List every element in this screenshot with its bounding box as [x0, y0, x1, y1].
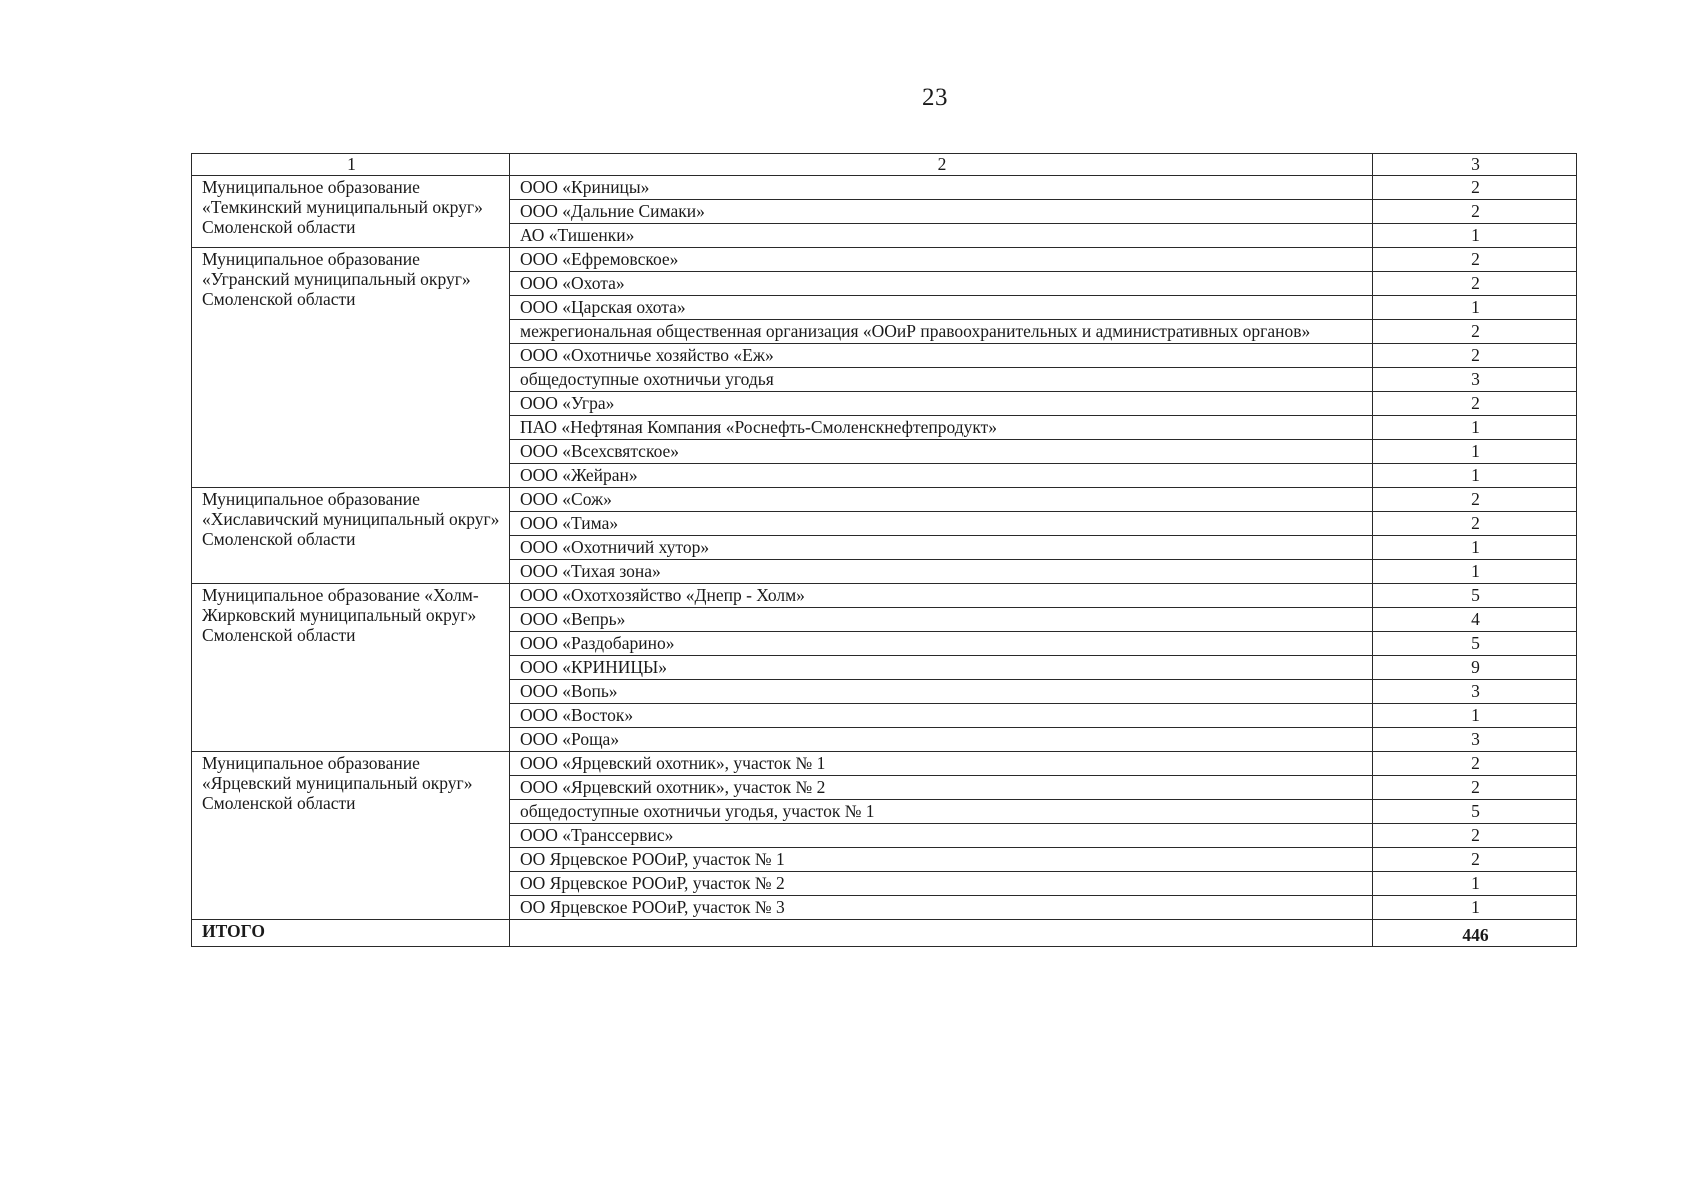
- hunting-grounds-table: [191, 153, 1577, 947]
- organization-cell: общедоступные охотничьи угодья, участок № 1: [510, 800, 1373, 824]
- count-cell: 2: [1373, 272, 1577, 296]
- count-cell: 2: [1373, 248, 1577, 272]
- count-cell: 5: [1373, 584, 1577, 608]
- count-cell: 1: [1373, 704, 1577, 728]
- organization-cell: ООО «Дальние Симаки»: [510, 200, 1373, 224]
- municipality-cell: Муниципальное образование «Хиславичский муниципальный округ» Смоленской области: [192, 488, 510, 584]
- organization-cell: ООО «Транссервис»: [510, 824, 1373, 848]
- organization-cell: ООО «Тима»: [510, 512, 1373, 536]
- organization-cell: ООО «Всехсвятское»: [510, 440, 1373, 464]
- count-cell: 5: [1373, 800, 1577, 824]
- table-row: [192, 584, 1577, 608]
- municipality-cell: Муниципальное образование «Угранский муниципальный округ» Смоленской области: [192, 248, 510, 488]
- organization-cell: ПАО «Нефтяная Компания «Роснефть-Смоленскнефтепродукт»: [510, 416, 1373, 440]
- organization-cell: ОО Ярцевское РООиР, участок № 1: [510, 848, 1373, 872]
- municipality-cell: Муниципальное образование «Холм-Жирковский муниципальный округ» Смоленской области: [192, 584, 510, 752]
- organization-cell: межрегиональная общественная организация «ООиР правоохранительных и административных органов»: [510, 320, 1373, 344]
- count-cell: 5: [1373, 632, 1577, 656]
- organization-cell: ОО Ярцевское РООиР, участок № 2: [510, 872, 1373, 896]
- column-header-1: 1: [192, 154, 510, 176]
- municipality-cell: Муниципальное образование «Ярцевский муниципальный округ» Смоленской области: [192, 752, 510, 920]
- organization-cell: ООО «Ярцевский охотник», участок № 2: [510, 776, 1373, 800]
- count-cell: 1: [1373, 224, 1577, 248]
- organization-cell: общедоступные охотничьи угодья: [510, 368, 1373, 392]
- count-cell: 1: [1373, 560, 1577, 584]
- count-cell: 2: [1373, 776, 1577, 800]
- organization-cell: ООО «Охотничье хозяйство «Еж»: [510, 344, 1373, 368]
- organization-cell: ООО «Ярцевский охотник», участок № 1: [510, 752, 1373, 776]
- organization-cell: ООО «Криницы»: [510, 176, 1373, 200]
- organization-cell: ООО «Вопь»: [510, 680, 1373, 704]
- count-cell: 2: [1373, 848, 1577, 872]
- organization-cell: ООО «Роща»: [510, 728, 1373, 752]
- table-row: [192, 488, 1577, 512]
- count-cell: 3: [1373, 680, 1577, 704]
- count-cell: 2: [1373, 752, 1577, 776]
- organization-cell: ООО «Охотничий хутор»: [510, 536, 1373, 560]
- count-cell: 1: [1373, 872, 1577, 896]
- organization-cell: ООО «Охота»: [510, 272, 1373, 296]
- table-row: [192, 248, 1577, 272]
- organization-cell: ООО «Угра»: [510, 392, 1373, 416]
- count-cell: 2: [1373, 176, 1577, 200]
- page-number: 23: [922, 84, 948, 111]
- count-cell: 1: [1373, 896, 1577, 920]
- count-cell: 2: [1373, 488, 1577, 512]
- total-count-cell: 446: [1373, 920, 1577, 947]
- organization-cell: АО «Тишенки»: [510, 224, 1373, 248]
- organization-cell: ОО Ярцевское РООиР, участок № 3: [510, 896, 1373, 920]
- organization-cell: ООО «Ефремовское»: [510, 248, 1373, 272]
- total-organization-cell: [510, 920, 1373, 947]
- count-cell: 1: [1373, 464, 1577, 488]
- count-cell: 1: [1373, 416, 1577, 440]
- count-cell: 4: [1373, 608, 1577, 632]
- table-row: [192, 176, 1577, 200]
- organization-cell: ООО «Жейран»: [510, 464, 1373, 488]
- count-cell: 2: [1373, 392, 1577, 416]
- count-cell: 1: [1373, 440, 1577, 464]
- count-cell: 2: [1373, 344, 1577, 368]
- organization-cell: ООО «Тихая зона»: [510, 560, 1373, 584]
- count-cell: 3: [1373, 368, 1577, 392]
- organization-cell: ООО «Раздобарино»: [510, 632, 1373, 656]
- table-body: [192, 154, 1577, 947]
- column-header-2: 2: [510, 154, 1373, 176]
- organization-cell: ООО «Царская охота»: [510, 296, 1373, 320]
- count-cell: 2: [1373, 320, 1577, 344]
- organization-cell: ООО «Сож»: [510, 488, 1373, 512]
- organization-cell: ООО «Охотхозяйство «Днепр - Холм»: [510, 584, 1373, 608]
- count-cell: 9: [1373, 656, 1577, 680]
- organization-cell: ООО «Вепрь»: [510, 608, 1373, 632]
- column-header-3: 3: [1373, 154, 1577, 176]
- total-row: [192, 920, 1577, 947]
- total-label-cell: ИТОГО: [192, 920, 510, 947]
- municipality-cell: Муниципальное образование «Темкинский муниципальный округ» Смоленской области: [192, 176, 510, 248]
- table-row: [192, 752, 1577, 776]
- count-cell: 3: [1373, 728, 1577, 752]
- count-cell: 2: [1373, 512, 1577, 536]
- organization-cell: ООО «Восток»: [510, 704, 1373, 728]
- count-cell: 2: [1373, 200, 1577, 224]
- header-row: [192, 154, 1577, 176]
- count-cell: 2: [1373, 824, 1577, 848]
- count-cell: 1: [1373, 296, 1577, 320]
- count-cell: 1: [1373, 536, 1577, 560]
- organization-cell: ООО «КРИНИЦЫ»: [510, 656, 1373, 680]
